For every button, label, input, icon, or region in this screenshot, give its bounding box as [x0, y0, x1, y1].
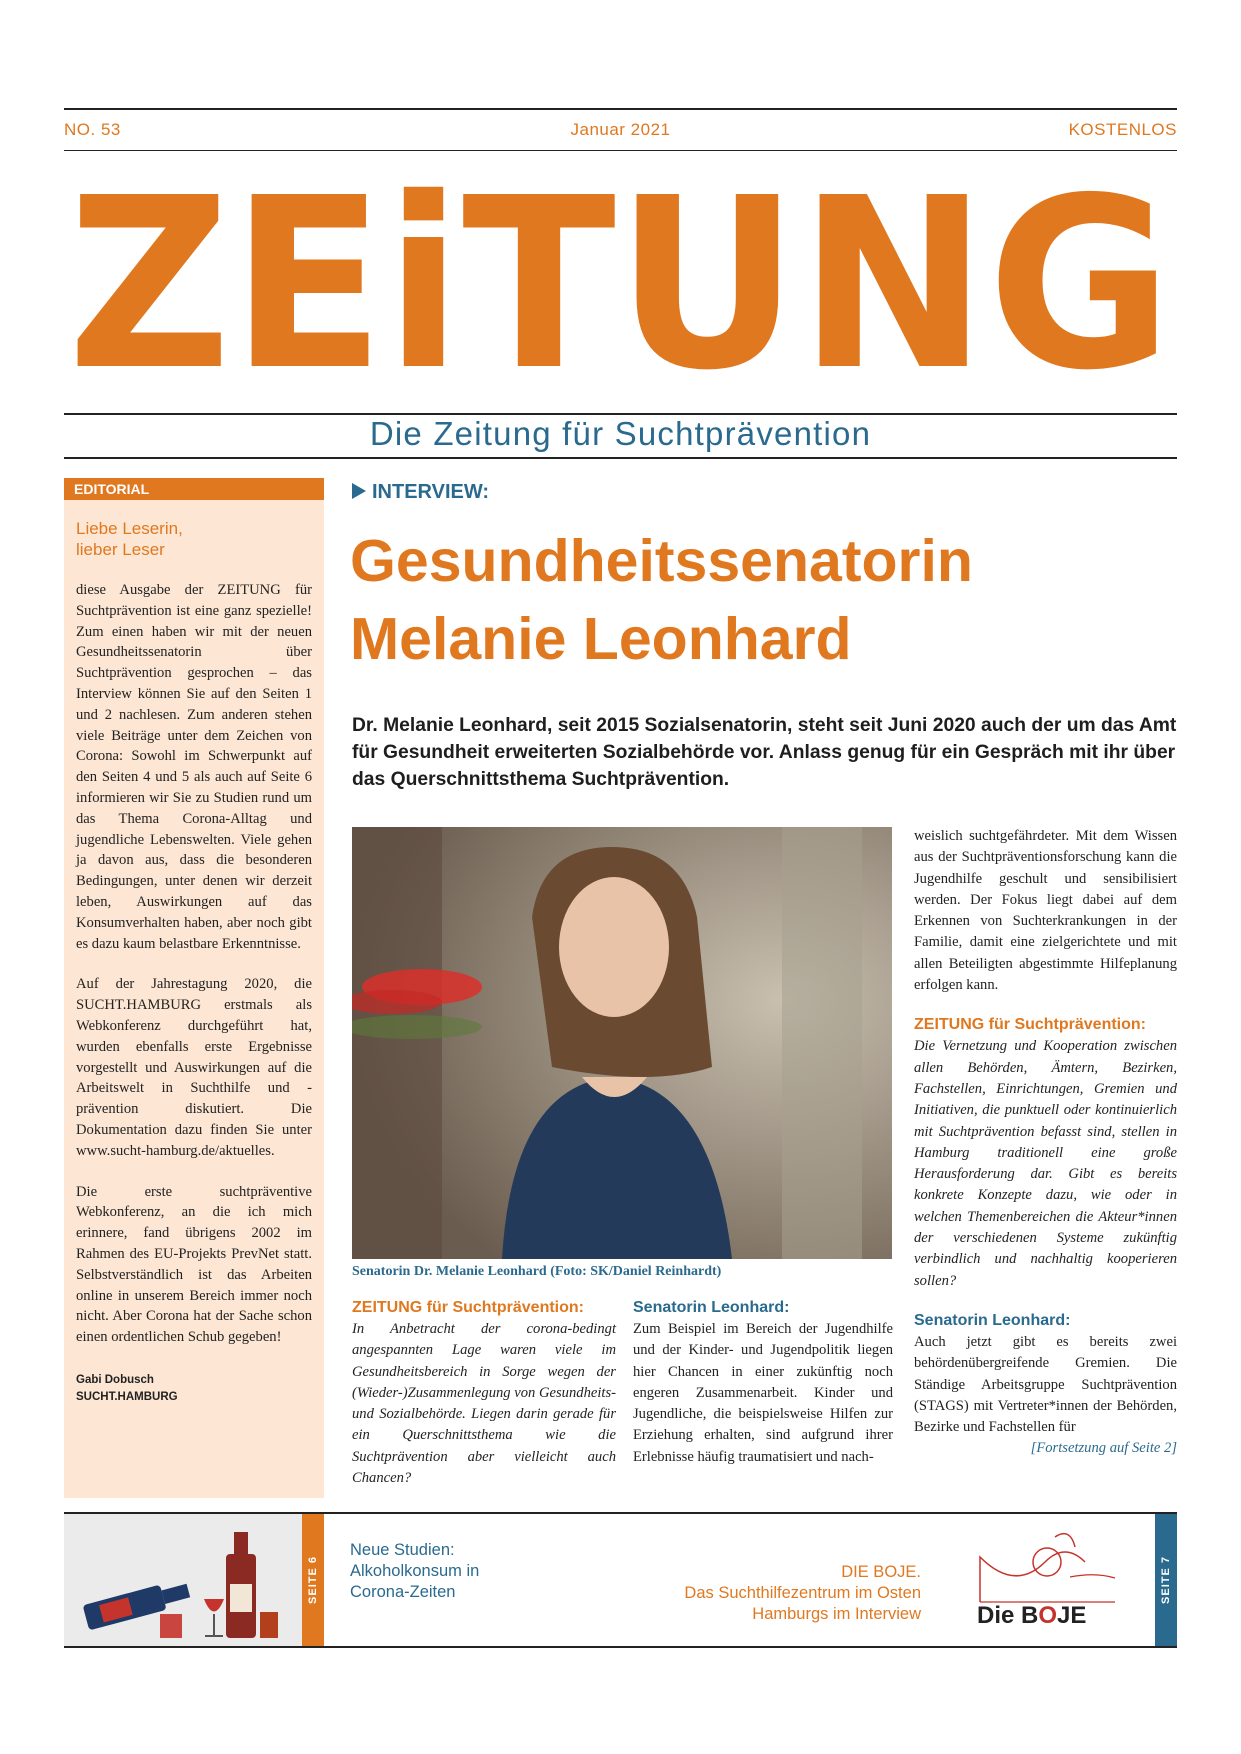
- teaser-line: Neue Studien:: [350, 1541, 455, 1559]
- issue-date: Januar 2021: [570, 120, 671, 139]
- answer-text: Auch jetzt gibt es bereits zwei behördenübergreifende Gremien. Die Ständige Arbeitsgruppe Suchtprävention (STAGS) mit Vertreter*innen der Behörden, Bezirke und Fachstellen für: [914, 1333, 1177, 1436]
- greeting-line-1: Liebe Leserin,: [76, 519, 183, 538]
- boje-logo: [975, 1522, 1135, 1640]
- article-headline: [350, 522, 1170, 678]
- page-tab-left[interactable]: [302, 1514, 324, 1646]
- issue-number: NO. 53: [64, 120, 121, 139]
- alcohol-teaser-image: [64, 1514, 302, 1646]
- footer-bottom-rule: [64, 1646, 1177, 1648]
- tab-label: SEITE 6: [307, 1556, 319, 1604]
- answer-text: Zum Beispiel im Bereich der Jugendhilfe und der Kinder- und Jugendpolitik liegen hier Chancen in einer zukünftig noch engeren Zusammenarbeit. Kinder und Jugendliche, die beispielsweise Hilfen zur Erziehung erhalten, sind aufgrund ihrer Erlebnisse häufig traumatisiert und nach-: [633, 1321, 893, 1465]
- editorial-greeting: [64, 518, 324, 560]
- portrait-illustration: [352, 827, 892, 1259]
- question-label: ZEITUNG für Suchtprävention:: [352, 1299, 584, 1316]
- answer-continued-text: weislich suchtgefährdeter. Mit dem Wissen aus der Suchtpräventionsforschung kann die Jugendhilfe geschult und sensibilisiert werden. Der Fokus liegt dabei auf dem Erkennen von Suchterkrankungen in der Familie, damit eine zielgerichtete und mit allen Beteiligten abgestimmte Hilfeplanung erfolgen kann.: [914, 828, 1177, 994]
- play-triangle-icon: [352, 483, 366, 499]
- tagline: Die Zeitung für Suchtprävention: [369, 415, 872, 452]
- masthead-title: ZEiTUNG: [67, 170, 1173, 400]
- greeting-line-2: lieber Leser: [76, 540, 165, 559]
- page-tab-right[interactable]: [1155, 1514, 1177, 1646]
- article-kicker: [352, 481, 489, 504]
- top-rule: [64, 108, 1177, 110]
- editorial-body: [64, 580, 324, 1348]
- answer-label: Senatorin Leonhard:: [914, 1311, 1071, 1329]
- teaser-line: Corona-Zeiten: [350, 1583, 456, 1601]
- question-label: ZEITUNG für Suchtprävention:: [914, 1016, 1146, 1034]
- answer-label: Senatorin Leonhard:: [633, 1299, 790, 1316]
- masthead-logo: [64, 170, 1177, 400]
- alcohol-bottles-icon: [64, 1514, 302, 1646]
- logo-text-part: O: [1038, 1602, 1058, 1629]
- editorial-box: [64, 478, 324, 1498]
- headline-line-1: Gesundheitssenatorin: [350, 528, 973, 594]
- question-text: Die Vernetzung und Kooperation zwischen allen Behörden, Ämtern, Bezirken, Fachstellen, Einrichtungen, Gremien und Initiativen, die punktuell oder kontinuierlich mit Suchtprävention befasst sind, stellen in Hamburg traditionell eine große Herausforderung dar. Gibt es bereits konkrete Konzepte dazu, wie oder in welchen Themenbereichen die Akteur*innen der verschiedenen Systeme zukünftig verbindlich und nachhaltig kooperieren sollen?: [914, 1038, 1177, 1289]
- senator-photo: [352, 827, 892, 1259]
- article-column-3: [914, 826, 1177, 1460]
- teaser-boje[interactable]: [684, 1562, 921, 1625]
- logo-text-part: JE: [1057, 1602, 1087, 1629]
- editorial-paragraph: Auf der Jahrestagung 2020, die SUCHT.HAMBURG erstmals als Webkonferenz durchgeführt hat, wurden ebenfalls erste Ergebnisse vorgestellt und Auswirkungen auf die Arbeitswelt in Suchthilfe und -prävention diskutiert. Die Dokumentation dazu finden Sie unter www.sucht-hamburg.de/aktuelles.: [76, 976, 312, 1159]
- article-column-1: [352, 1297, 616, 1489]
- signature-org: SUCHT.HAMBURG: [76, 1390, 178, 1403]
- headline-line-2: Melanie Leonhard: [350, 606, 852, 672]
- teaser-line: DIE BOJE.: [841, 1563, 921, 1581]
- editorial-label: EDITORIAL: [64, 478, 324, 500]
- editorial-paragraph: diese Ausgabe der ZEITUNG für Suchtprävention ist eine ganz spezielle! Zum einen haben wir mit der neuen Gesundheitssenatorin über Suchtprävention gesprochen – das Interview können Sie auf den Seiten 1 und 2 nachlesen. Zum anderen stehen viele Beiträge unter dem Zeichen von Corona: Sowohl im Schwerpunkt auf den Seiten 4 und 5 als auch auf Seite 6 informieren wir Sie zu Studien rund um das Thema Corona-Alltag und jugendliche Lebenswelten. Viele gehen ja davon aus, dass die besonderen Bedingungen, unter denen wir derzeit leben, Auswirkungen auf das Konsumverhalten haben, aber noch gibt es dazu kaum belastbare Erkenntnisse.: [76, 582, 312, 952]
- question-text: In Anbetracht der corona-bedingt angespannten Lage waren viele im Gesundheitsbereich in Sorge wegen der (Wieder-)Zusammenlegung von Gesundheits- und Sozialbehörde. Liegen darin gerade für ein Querschnittsthema wie die Suchtprävention aber vielleicht auch Chancen?: [352, 1321, 616, 1487]
- article-column-2: [633, 1297, 893, 1468]
- photo-caption: Senatorin Dr. Melanie Leonhard (Foto: SK/Daniel Reinhardt): [352, 1264, 722, 1279]
- continued-link[interactable]: [Fortsetzung auf Seite 2]: [1030, 1440, 1177, 1457]
- editorial-signature: [64, 1370, 324, 1404]
- logo-text-part: Die B: [977, 1602, 1039, 1629]
- teaser-line: Hamburgs im Interview: [752, 1605, 921, 1623]
- boje-logo-text: [977, 1602, 1086, 1630]
- tagline-bottom-rule: [64, 457, 1177, 459]
- teaser-line: Alkoholkonsum in: [350, 1562, 480, 1580]
- masthead-top-rule: [64, 150, 1177, 151]
- price-label: KOSTENLOS: [1068, 120, 1177, 139]
- kicker-text: INTERVIEW:: [372, 481, 490, 503]
- teaser-line: Das Suchthilfezentrum im Osten: [684, 1584, 921, 1602]
- article-lede: Dr. Melanie Leonhard, seit 2015 Sozialsenatorin, steht seit Juni 2020 auch der um das Amt für Gesundheit erweiterten Sozialbehörde vor. Anlass genug für ein Gespräch mit ihr über das Querschnittsthema Suchtprävention.: [352, 715, 1177, 790]
- teaser-studies[interactable]: [350, 1540, 479, 1603]
- tab-label: SEITE 7: [1160, 1556, 1172, 1604]
- editorial-paragraph: Die erste suchtpräventive Webkonferenz, an die ich mich erinnere, fand übrigens 2002 im Rahmen des EU-Projekts PrevNet statt. Selbstverständlich ist das Arbeiten online in unserem Bereich immer noch nicht. Aber Corona hat der Sache schon einen ordentlichen Schub gegeben!: [76, 1183, 312, 1346]
- signature-name: Gabi Dobusch: [76, 1373, 154, 1386]
